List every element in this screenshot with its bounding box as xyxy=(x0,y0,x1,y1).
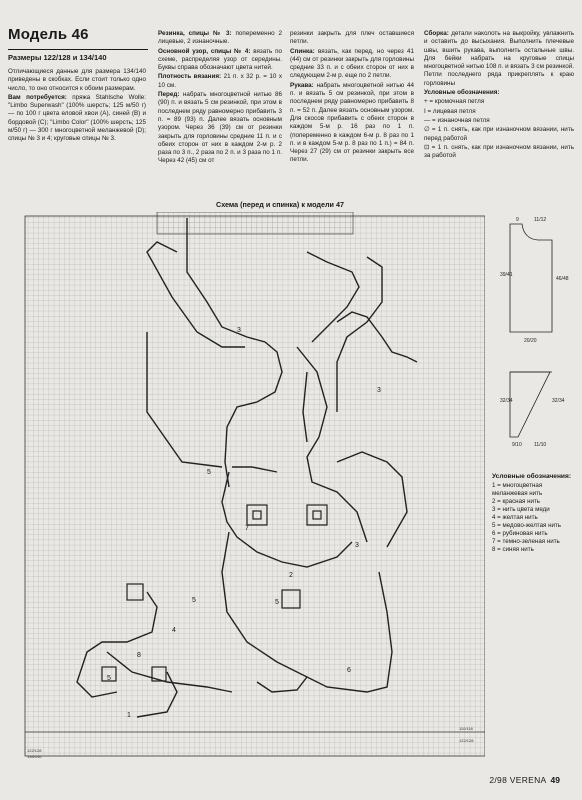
materials-text: пряжа Stahlsche Wolle: "Limbo Superwash" (100% шерсть; 125 м/50 г) — по 100 г цвета еловой хвои (A), синей (B) и бордовой (C); "Limbo Color" (100% шерсть; 125 м/50 г) — 300 г многоцветной меланжевой (D); спицы № 3 и 4; круговые спицы № 3. xyxy=(8,93,147,143)
legend-item: ∅ = 1 п. снять, как при изнаночном вязании, нить перед работой xyxy=(424,126,574,142)
legend-item: + = кромочная петля xyxy=(424,98,485,106)
chart-label: 3 xyxy=(237,327,241,334)
scheme-legend-title: Условные обозначения: xyxy=(492,473,572,480)
column-intro xyxy=(8,68,146,145)
assembly-text: детали наколоть на выкройку, увлажнить и оставить до высыхания. Выполнить плечевые швы, вшить рукава, выполнить остальные швы. Для бейки набрать на круговые спицы многоцветной нитью 108 п. и вязать 3 см резинкой. Петли последнего ряда прикреплять к краю горловины xyxy=(424,30,575,87)
rib-paragraph xyxy=(158,30,282,47)
scheme-legend-item: 2 = красная нить xyxy=(492,498,541,505)
page-number: 49 xyxy=(550,775,560,785)
front-label: Перед: xyxy=(158,91,180,99)
legend-item: ⊡ = 1 п. снять, как при изнаночном вязании, нить за работой xyxy=(424,143,574,160)
base-pattern-paragraph xyxy=(158,48,282,73)
chart-grid xyxy=(25,216,485,756)
scheme-legend-item: 4 = желтая нить xyxy=(492,514,538,521)
chart-label: 3 xyxy=(377,387,381,394)
garment-schematics xyxy=(490,212,576,452)
base-text: вязать по схеме, распределяя узор от середины. Буквы справа обозначают цвета нитей. xyxy=(158,47,283,72)
dim-label: 9 xyxy=(516,217,519,223)
chart-label: 5 xyxy=(192,597,196,604)
legend-title: Условные обозначения: xyxy=(424,89,500,97)
rib-text: попеременно 2 лицевые, 2 изнаночные. xyxy=(158,30,283,46)
issue-label: 2/98 VERENA xyxy=(489,775,547,785)
sleeves-label: Рукава: xyxy=(290,81,314,89)
rib-label: Резинка, спицы № 3: xyxy=(158,30,232,37)
assembly-label: Сборка: xyxy=(424,30,449,37)
scheme-legend xyxy=(492,473,576,554)
scheme-legend-item: 1 = многоцветная меланжевая нить xyxy=(492,482,543,497)
chart-label: 7 xyxy=(245,525,249,532)
sizes-line: Размеры 122/128 и 134/140 xyxy=(8,53,107,62)
scheme-legend-item: 8 = синяя нить xyxy=(492,546,534,553)
intro-paragraph: Отличающиеся данные для размера 134/140 приведены в скобках. Если стоит только одно число, то оно относится к обоим размерам. xyxy=(8,68,146,92)
scheme-legend-item: 3 = нить цвета меди xyxy=(492,506,550,513)
scheme-legend-item: 6 = рубиновая нить xyxy=(492,530,548,537)
chart-label: 2 xyxy=(289,572,293,579)
chart-label: 6 xyxy=(347,667,351,674)
dim-label: 20/20 xyxy=(524,338,537,344)
dim-label: 39/41 xyxy=(500,272,513,278)
base-label: Основной узор, спицы № 4: xyxy=(158,47,251,55)
back-paragraph xyxy=(290,48,414,81)
dim-label: 11/10 xyxy=(534,442,547,448)
assembly-paragraph xyxy=(424,30,574,88)
page-footer xyxy=(489,775,560,785)
chart-label: 1 xyxy=(127,712,131,719)
front-continued: резинки закрыть для плеч оставшиеся петли. xyxy=(290,30,414,46)
gauge-paragraph xyxy=(158,73,282,90)
knitting-chart xyxy=(7,212,485,764)
materials-label: Вам потребуется: xyxy=(8,93,67,101)
column-instructions-1 xyxy=(158,30,282,167)
chart-label: 5 xyxy=(107,675,111,682)
chart-label: 5 xyxy=(275,599,279,606)
chart-label: 4 xyxy=(172,627,176,634)
scheme-legend-item: 7 = темно-зеленая нить xyxy=(492,538,560,545)
legend-item: — = изнаночная петля xyxy=(424,116,490,124)
sleeves-paragraph xyxy=(290,82,414,165)
axis-note: 134/140 xyxy=(27,754,42,759)
gauge-text: 21 п. x 32 р. = 10 x 10 см. xyxy=(158,73,282,89)
dim-label: 46/48 xyxy=(556,276,569,282)
gauge-label: Плотность вязания: xyxy=(158,73,222,81)
back-text: вязать, как перед, но через 41 (44) см от резинки закрыть для горловины средние 33 п. и с обеих сторон от них в следующем 2-м р. еще по 2 петли. xyxy=(290,47,414,80)
back-label: Спинка: xyxy=(290,47,315,55)
dim-label: 32/34 xyxy=(500,398,513,404)
chart-label: 8 xyxy=(137,652,141,659)
dim-label: 9/10 xyxy=(512,442,522,448)
legend-item: I = лицевая петля xyxy=(424,107,476,115)
axis-note: 122/128 xyxy=(459,738,474,743)
chart-label: 5 xyxy=(207,469,211,476)
chart-title: Схема (перед и спинка) к модели 47 xyxy=(216,200,344,209)
dim-label: 11/12 xyxy=(534,217,547,223)
materials-paragraph xyxy=(8,94,146,144)
column-assembly xyxy=(424,30,574,161)
sleeves-text: набрать многоцветной нитью 44 п. и вязать 5 см резинкой, при этом в последнем ряду равномерно прибавить 8 п. = 52 п. Далее вязать основным узором. Для скосов прибавить с обеих сторон в каждом 5-м р. 16 раз по 1 п. (попеременно в каждом 6-м р. 8 раз по 1 п. и в каждом 5-м р. 8 раз по 1 п.) = 84 п. Через 27 (29) см от резинки закрыть все петли. xyxy=(290,81,415,164)
column-instructions-2 xyxy=(290,30,414,166)
scheme-legend-item: 5 = медово-желтая нить xyxy=(492,522,562,529)
axis-note: 122/128 xyxy=(27,748,42,753)
front-paragraph xyxy=(158,91,282,166)
page-title: Модель 46 xyxy=(8,26,89,43)
title-rule xyxy=(8,49,148,50)
body-outline xyxy=(510,224,552,332)
front-text: набрать многоцветной нитью 86 (90) п. и вязать 5 см резинкой, при этом в последнем ряду равномерно прибавить 3 п. = 89 (93) п. Далее вязать основным узором. Через 36 (39) см от резинки закрыть для горловины средние 11 п. и с обеих сторон от них в каждом 2-м р. 2 раза по 3 п., 2 раза по 2 п. и 3 раза по 1 п. Через 42 (45) см от xyxy=(158,91,282,165)
axis-note: 110/116 xyxy=(459,726,473,731)
dim-label: 32/34 xyxy=(552,398,565,404)
sleeve-outline xyxy=(510,372,550,437)
chart-label: 3 xyxy=(355,542,359,549)
